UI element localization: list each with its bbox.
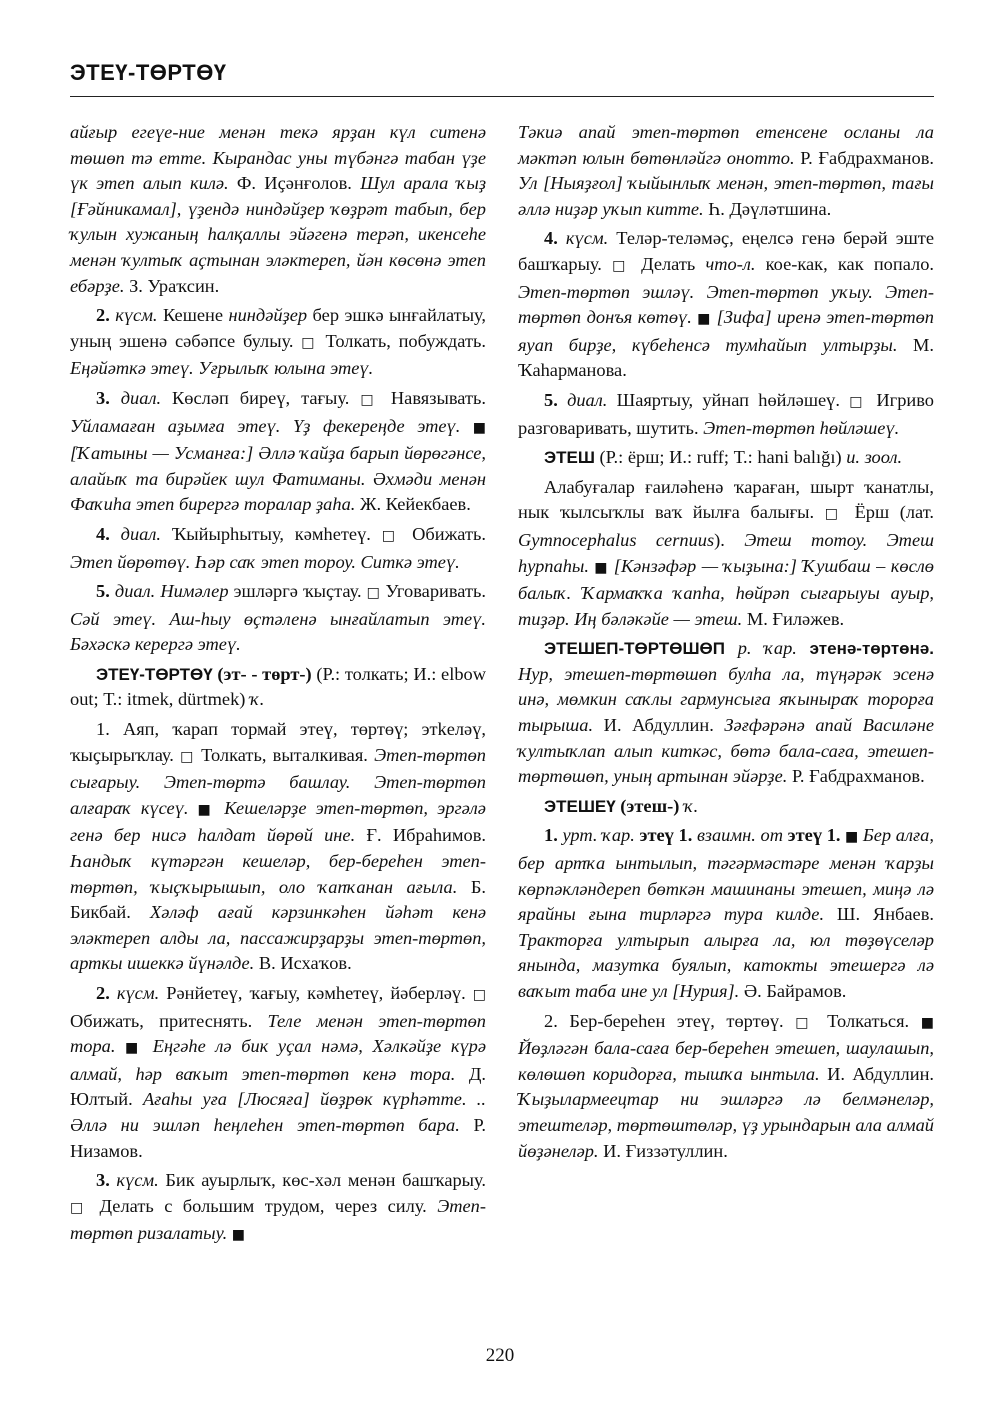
example-text: Еңәйәткә этеү. Уғрылыҡ юлына этеү.	[70, 358, 374, 379]
translation: Игриво разговаривать, шутить.	[518, 389, 934, 438]
author: М. Ғиләжев.	[742, 608, 845, 629]
example-text: Теле менән этеп-төртөп тора.	[70, 1010, 486, 1057]
label: урт. ҡар.	[562, 825, 635, 846]
entry-eteshеu	[518, 794, 934, 820]
author: Ғ. Ибраһимов.	[355, 825, 487, 846]
citation-square-icon: ■	[460, 419, 486, 436]
citation-square-icon: ■	[588, 559, 614, 576]
definition: Кешене	[157, 305, 229, 326]
sense-number: 2.	[96, 305, 116, 326]
author: В. Исхаҡов.	[254, 953, 352, 974]
citation-square-icon: ■	[840, 829, 863, 846]
author: И. Ғиззәтуллин.	[598, 1140, 728, 1161]
sense-number: 4.	[544, 228, 566, 249]
headword-stem: (этеш-)	[615, 795, 684, 816]
translation-box-icon: □	[301, 334, 318, 351]
sense-number: 3.	[96, 1170, 117, 1191]
translation: кое-как, как попало.	[755, 253, 934, 274]
sense-2	[518, 1009, 934, 1165]
translation: Толкать, выталкивая.	[194, 744, 375, 765]
example-text: Нур, этешеп-төртөшөп булһа ла, түңәрәк эсенә инә, мөмкин саҡлы гармунсыға яҡыныраҡ торорға тырыша.	[518, 663, 934, 736]
translation: Делать	[630, 253, 706, 274]
label: күсм.	[565, 228, 609, 249]
definition: Шаяртыу, уйнап һөйләшеү.	[607, 389, 850, 410]
translation-box-icon: □	[70, 1199, 90, 1216]
citation-square-icon: ■	[920, 1014, 934, 1031]
label: күсм.	[115, 305, 158, 326]
example-text: [Ҡатыны — Усманға:] Әллә ҡайҙа барып йөрөгәнсе, алайыҡ та бирәйек шул Фатиманы. Әхмәди менән Фаҡиһа этеп бирергә торалар ҙаһа.	[70, 443, 486, 515]
example-text: Һандыҡ күтәргән кешеләр, бер-береһен этеп-төртөп, ҡыҫҡырышып, оло ҡапҡанан ағыла.	[70, 851, 486, 897]
sense-4	[70, 522, 486, 575]
example-text: Этеп-төртөп һөйләшеү.	[703, 417, 900, 438]
example-text: Уйламаған аҙымға этеү. Үҙ фекереңде этеү.	[70, 415, 461, 436]
author: Ж. Кейекбаев.	[355, 494, 471, 515]
example-text: Еңгәһе лә бик уҫал нәмә, Хәлкәйҙе күрә алмай, һәр ваҡыт этеп-төртөп кенә тора.	[70, 1036, 486, 1084]
author: Ә. Байрамов.	[739, 981, 847, 1001]
example-text: [Кәнзәфәр — ҡыҙына:] Ҡушбаш – көслө балыҡ. Ҡармаҡҡа ҡапһа, һөйрәп сығарыуы ауыр, тиҙәр. Иң бәләкәйе — этеш.	[518, 555, 934, 629]
part-of-speech: ҡ.	[683, 795, 699, 816]
author: Р. Низамов.	[70, 1114, 487, 1161]
translation-box-icon: □	[180, 748, 195, 765]
author: И. Абдуллин.	[819, 1063, 935, 1084]
definition-italic: Нимәлер	[160, 581, 229, 602]
sense-5	[70, 579, 486, 658]
part-of-speech: р. ҡар.	[737, 638, 797, 659]
translation-box-icon: □	[472, 987, 487, 1003]
definition: Теләр-теләмәҫ, еңелсә генә берәй эште башҡарыу.	[518, 228, 934, 274]
etymology: (Р.: ёрш; И.: ruff; Т.: hani balığı)	[594, 447, 847, 468]
translation: Толкать, побуждать.	[317, 330, 486, 351]
definition: Бик ауырлыҡ, көс-хәл менән башҡарыу.	[158, 1170, 486, 1191]
example-text: Сәй этеү. Аш-һыу өҫтәленә ынғайлатып этеү. Бәхәскә керергә этеү.	[70, 608, 486, 655]
example-text: айғыр егеүе-ние менән текә ярҙан күл ситенә төшөп тә етте. Кырандас уны түбәнгә табан үҙе үк этеп алып килә.	[70, 122, 486, 194]
example-text: Этеп-төртөп ризалатыу.	[70, 1195, 486, 1244]
headword: ЭТЕШ	[544, 448, 595, 468]
example-text: Тракторға ултырып алырға ла, юл төҙөүселәр янында, мазутка буялып, катокты этешергә лә ваҡыт таба ине ул [Нурия].	[518, 929, 934, 1001]
cross-reference: этеү 1.	[639, 825, 693, 846]
author: Һ. Дәүләтшина.	[703, 198, 832, 219]
translation-box-icon: □	[360, 391, 380, 408]
sense-2	[70, 981, 486, 1164]
example-text: Кешеләрҙе этеп-төртөп, эргәлә генә бер нисә һалдат йөрөй ине.	[70, 797, 486, 846]
part-of-speech: ҡ.	[250, 689, 265, 710]
example-text: Тәкиә апай этеп-төртөп етенсене осланы ла мәктәп юлын бөтөнләйгә онотто.	[518, 122, 934, 168]
definition: бер эшкә ынғайлатыу, уның эшенә сәбәпсе булыу.	[70, 305, 486, 351]
label: диал.	[120, 387, 162, 408]
definition: 2. Бер-береһен этеү, төртөү.	[544, 1010, 796, 1031]
translation-box-icon: □	[612, 257, 631, 274]
spacer	[797, 638, 810, 658]
headword: ЭТЕШЕҮ	[544, 796, 616, 816]
author: М. Ҡаһарманова.	[518, 334, 934, 381]
citation-square-icon: ■	[188, 801, 225, 818]
sense-1	[70, 717, 486, 977]
sense-number: 5.	[544, 389, 568, 410]
example-text: Этеп-төртөп сығарыу. Этеп-төртә башлау. Этеп-төртөп алғараҡ күсеү.	[70, 744, 486, 818]
translation: Ёрш (лат.	[843, 502, 934, 523]
sense-number: 4.	[96, 523, 121, 544]
author: Р. Ғабдрахманов.	[794, 147, 934, 168]
definition: Көсләп биреү, тағыу.	[161, 387, 361, 408]
example-text: Зәғфәрәнә апай Василәне ҡултыҡлап алып киткәс, бөтә бала-саға, этешеп-төртөшөп, уның артынан эйәрҙе.	[518, 715, 934, 787]
entry-eteshep-tortoshop	[518, 636, 934, 790]
translation-box-icon: □	[795, 1014, 816, 1031]
cross-reference: этеү 1.	[787, 825, 841, 846]
translation-italic: что-л.	[705, 253, 756, 274]
translation: Обижать.	[401, 523, 486, 544]
label: күсм.	[116, 1170, 159, 1191]
example-text: Ул [Ныяҙғол] ҡыйынлыҡ менән, этеп-төртөп, тағы әллә ниҙәр уҡып китте.	[518, 173, 934, 219]
author: И. Абдуллин.	[593, 715, 725, 736]
sense-3	[70, 1168, 486, 1249]
label: диал.	[120, 523, 161, 544]
translation: Уговаривать.	[380, 581, 487, 602]
author: Ф. Иҫәнғолов.	[228, 173, 361, 194]
sense-5	[518, 388, 934, 441]
label: диал.	[567, 389, 608, 410]
definition-italic: ниндәйҙер	[228, 305, 308, 326]
example-text: Ҡыҙылармеецтар ни эшләргә лә белмәнеләр, этештеләр, төртөштөләр, үҙ урындарын ала алмай йөҙәнеләр.	[518, 1089, 934, 1161]
author: Б. Бикбай.	[70, 876, 486, 923]
entry-etesh	[518, 445, 934, 471]
spacer	[725, 638, 738, 658]
latin-name: Gymnocephalus cernuus	[518, 529, 715, 550]
definition: Рәнйетеү, ҡағыу, кәмһетеү, йәберләү.	[159, 983, 473, 1003]
example-text: Шул арала ҡыҙ [Ғәйникамал], үҙендә ниндәйҙер ҡөҙрәт табып, бер ҡулын хужаның һалқаллы эйәгенә терәп, икенсеһе менән ҡултыҡ аҫтынан эләктереп, йән көсөнә этеп ебәрҙе.	[70, 173, 486, 296]
part-of-speech: и. зоол.	[846, 447, 903, 468]
citation-square-icon: ■	[115, 1040, 153, 1057]
headword-stem: (эт- - төрт-)	[212, 663, 312, 684]
author: З. Ураҡсин.	[124, 275, 220, 296]
etymology: (Р.: толкать; И.: elbow out; Т.: itmek, dürtmek)	[70, 663, 486, 710]
translation: Навязывать.	[379, 387, 486, 408]
example-text: [Зифа] иренә этеп-төртөп яуап бирҙе, күбеһенсә тумһайып ултырҙы.	[518, 307, 934, 355]
cross-reference: этенә-төртөнә.	[809, 639, 934, 659]
definition: эшләргә ҡыҫтау.	[228, 581, 367, 602]
definition: Алабуғалар ғаиләһенә ҡараған, шырт ҡанатлы, нык ҡылсыҡлы ваҡ йылға балығы.	[518, 476, 934, 523]
citation-square-icon: ■	[691, 311, 717, 328]
author: Д. Юлтый.	[70, 1063, 486, 1110]
label: диал.	[114, 581, 156, 602]
example-text: Этеш тотоу. Этеш һурпаһы.	[518, 529, 935, 576]
entry-etеu-tortou	[70, 662, 486, 713]
page-header-title: ЭТЕҮ-ТӨРТӨҮ	[70, 60, 227, 85]
entry-paragraph	[70, 120, 486, 299]
translation: Делать с большим трудом, через силу.	[89, 1195, 438, 1216]
left-column	[70, 120, 486, 1253]
headword: ЭТЕШЕП-ТӨРТӨШӨП	[544, 639, 725, 659]
definition: Ҡыйырһытыу, кәмһетеү.	[160, 523, 382, 544]
right-column	[518, 120, 934, 1168]
example-text: Этеп йөрөтөү. Һәр саҡ этеп тороу. Ситкә этеү.	[70, 551, 460, 572]
example-text: Этеп-төртөп эшләү. Этеп-төртөп уҡыу. Этеп-төртөп донъя көтөү.	[518, 281, 934, 328]
sense-number: 2.	[96, 983, 117, 1003]
sense-number: 1.	[544, 825, 563, 846]
sense-1	[518, 823, 934, 1004]
entry-paragraph	[518, 120, 934, 222]
sense-4	[518, 226, 934, 384]
translation-box-icon: □	[849, 393, 868, 410]
sense-number: 5.	[96, 581, 115, 602]
translation-box-icon: □	[824, 506, 844, 523]
definition: 1. Аяп, ҡарап тормай этеү, төртөү; этkeләү, ҡыҫырыҡлау.	[70, 719, 486, 765]
example-text: Ағаһы уға [Люсяға] йөҙрөк күрһәтте. .. Әллә ни эшләп һеңлеһен этеп-төртөп бара.	[70, 1089, 486, 1135]
example-text: Хәләф ағай кәрзинкәһен йәһәт кенә эләктереп алды ла, пассажирҙарҙы этеп-төртөп, арткы ишеккә йүнәлде.	[70, 902, 486, 974]
example-text: Бер алға, бер артҡа ынтылып, тәгәрмәстәре менән ҡарҙы көрпәкләндереп бөткән машинаны этешеп, миңә лә ярайны ғына тирләргә тура килде.	[518, 825, 934, 925]
translation: Обижать, притеснять.	[70, 1010, 268, 1031]
label: взаимн. от	[697, 825, 783, 846]
author: Р. Ғабдрахманов.	[787, 766, 925, 787]
sense-number: 3.	[96, 387, 121, 408]
sense-3	[70, 386, 486, 518]
page-number: 220	[485, 1345, 515, 1366]
headword: ЭТЕҮ-ТӨРТӨҮ	[96, 664, 213, 684]
definition-paragraph	[518, 475, 934, 633]
sense-2	[70, 303, 486, 382]
label: күсм.	[116, 983, 160, 1003]
translation: ).	[714, 529, 745, 550]
translation: Толкаться.	[815, 1010, 921, 1031]
citation-square-icon: ■	[227, 1227, 245, 1244]
author: Ш. Янбаев.	[824, 904, 934, 925]
header-rule	[70, 96, 934, 97]
translation-box-icon: □	[366, 585, 381, 602]
translation-box-icon: □	[381, 527, 402, 544]
example-text: Йөҙләгән бала-саға бер-береһен этешеп, шаулашып, көлөшөп коридорға, тышҡа ынтыла.	[518, 1038, 934, 1084]
